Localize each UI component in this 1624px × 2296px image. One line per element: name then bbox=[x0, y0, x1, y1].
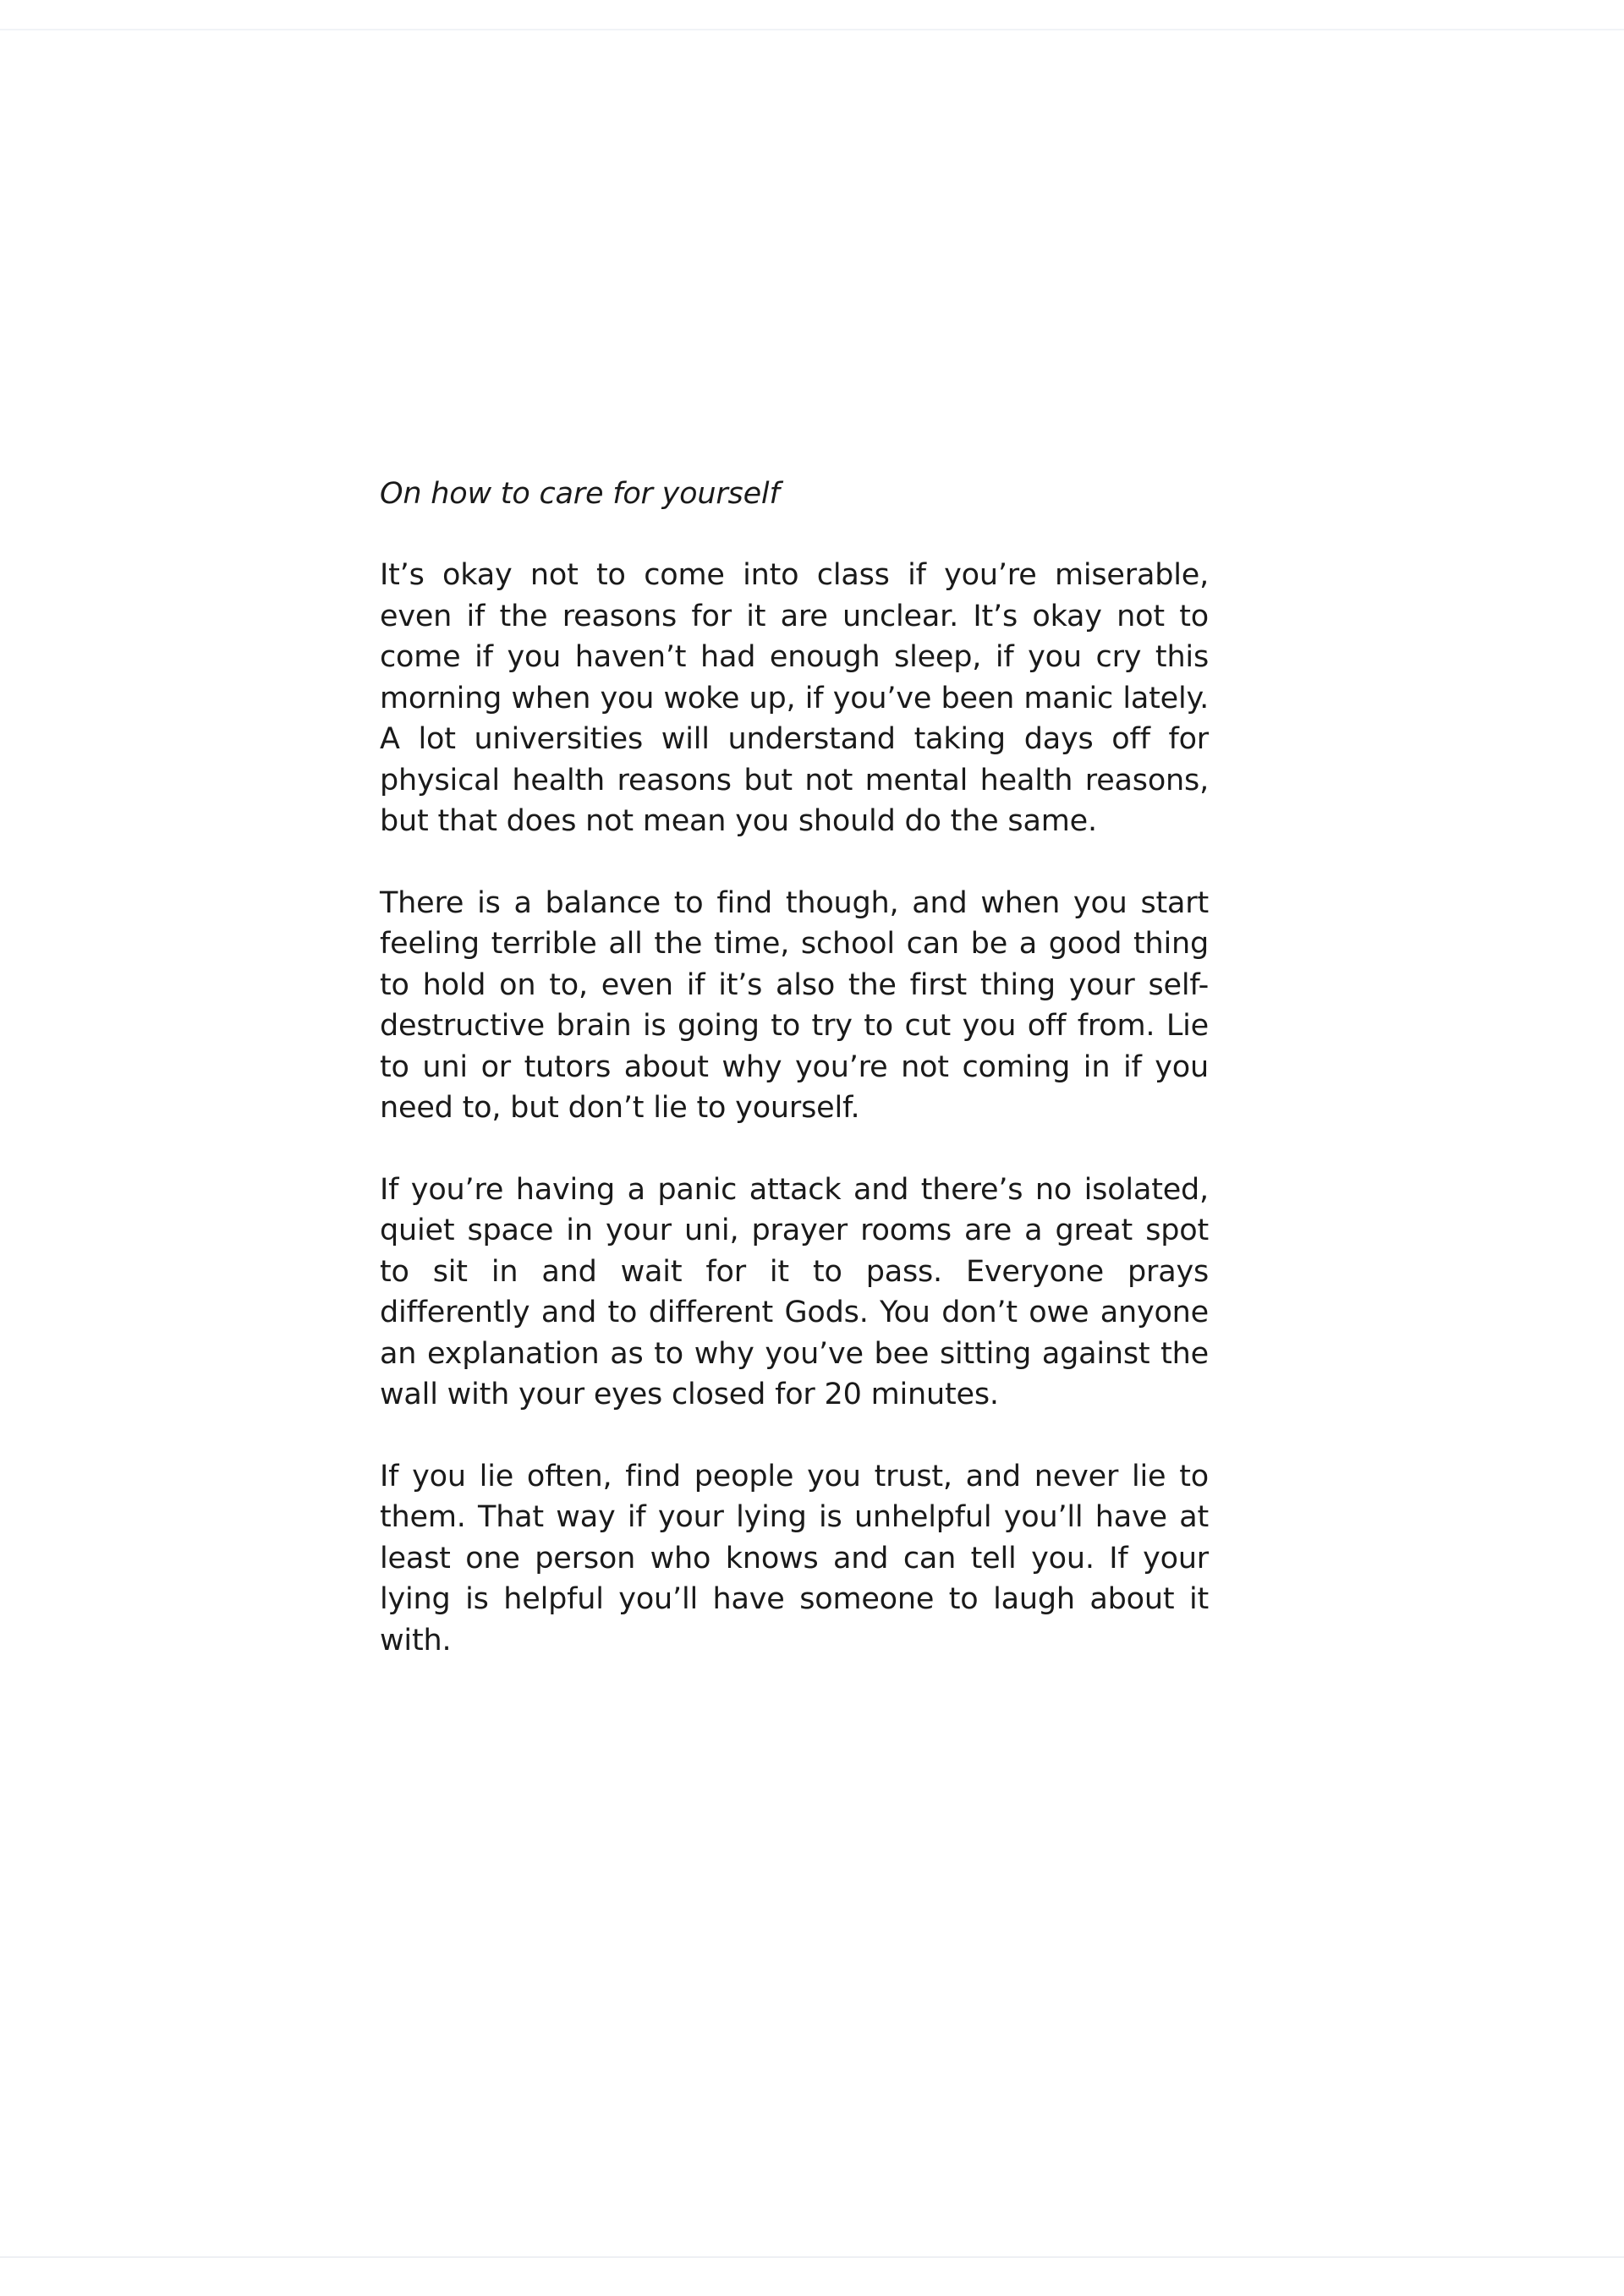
paragraph-3: If you’re having a panic attack and there’s no isolated, quiet space in your uni, prayer rooms are a great spot to sit in and wait for it to pass. Everyone prays differently and to different Gods. You don’t owe anyone an explanation as to why you’ve bee sitting against the wall with your eyes closed for 20 minutes. bbox=[380, 1172, 1209, 1411]
paragraph-1: It’s okay not to come into class if you’re miserable, even if the reasons for it are unclear. It’s okay not to come if you haven’t had enough sleep, if you cry this morning when you woke up, if you’ve been manic lately. A lot universities will understand taking days off for physical health reasons but not mental health reasons, but that does not mean you should do the same. bbox=[380, 558, 1209, 838]
document-body bbox=[380, 474, 1209, 1661]
scan-edge-top bbox=[0, 29, 1624, 30]
paragraph-4: If you lie often, find people you trust, and never lie to them. That way if your lying is unhelpful you’ll have at least one person who knows and can tell you. If your lying is helpful you’ll have someone to laugh about it with. bbox=[380, 1459, 1209, 1658]
scan-edge-bottom bbox=[0, 2256, 1624, 2258]
paragraph-2: There is a balance to find though, and when you start feeling terrible all the time, school can be a good thing to hold on to, even if it’s also the first thing your self-destructive brain is going to try to cut you off from. Lie to uni or tutors about why you’re not coming in if you need to, but don’t lie to yourself. bbox=[380, 885, 1209, 1125]
document-title: On how to care for yourself bbox=[380, 477, 780, 511]
